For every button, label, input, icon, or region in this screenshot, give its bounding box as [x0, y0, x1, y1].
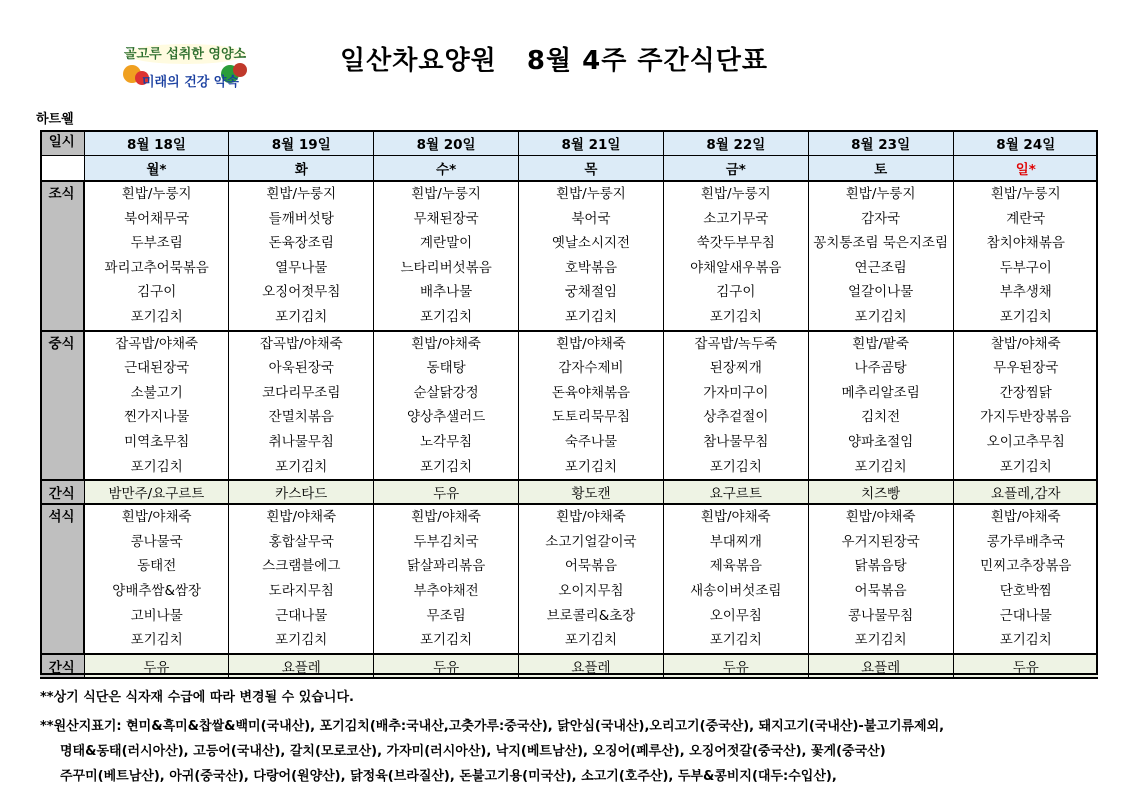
- menu-cell: [663, 181, 808, 331]
- meal-label: 석식: [40, 504, 84, 654]
- menu-cell: [663, 504, 808, 654]
- menu-item: 민찌고추장볶음: [980, 558, 1072, 575]
- weekday-cell: 목: [519, 156, 664, 182]
- menu-item: 흰밥/야채죽: [845, 509, 916, 526]
- menu-item: 근대나물: [999, 607, 1052, 624]
- menu-item: 콩나물무침: [848, 607, 914, 624]
- menu-item: 흰밥/누룽지: [700, 186, 771, 202]
- menu-item: 포기김치: [999, 632, 1052, 649]
- menu-item: 두부조림: [130, 235, 183, 252]
- nursing-home-logo: [112, 22, 260, 94]
- menu-item: 간장찜닭: [999, 384, 1052, 401]
- menu-item: 포기김치: [564, 458, 618, 475]
- menu-item: 근대나물: [275, 607, 328, 624]
- meal-label: 간식: [40, 654, 84, 678]
- menu-cell: [663, 331, 808, 481]
- menu-item: 메추리알조림: [841, 384, 920, 401]
- menu-item: 부추생채: [999, 284, 1052, 301]
- menu-item: 도라지무침: [268, 582, 334, 599]
- menu-item: 흰밥/누룽지: [121, 186, 192, 202]
- menu-item: 꽈리고추어묵볶음: [104, 259, 209, 276]
- menu-item: 계란말이: [420, 235, 473, 252]
- snack-cell: 두유: [374, 480, 519, 504]
- menu-item: 감자수제비: [558, 360, 624, 377]
- weekday-row: [40, 156, 1098, 182]
- menu-item: 꽁치통조림 묵은지조림: [813, 235, 948, 252]
- menu-item: 흰밥/누룽지: [411, 186, 481, 202]
- menu-cell: [953, 504, 1098, 654]
- menu-item: 소고기얼갈이국: [545, 533, 637, 550]
- menu-item: 포기김치: [275, 632, 328, 649]
- menu-item: 동태전: [137, 558, 177, 575]
- menu-item: 포기김치: [564, 308, 618, 325]
- menu-item: 돈육장조림: [268, 235, 334, 252]
- menu-item: 흰밥/야채죽: [990, 509, 1061, 526]
- menu-item: 포기김치: [854, 458, 907, 475]
- menu-item: 어묵볶음: [854, 582, 907, 599]
- weekday-cell: 화: [229, 156, 374, 182]
- date-cell: 8월 19일: [229, 130, 374, 156]
- date-header-row: [40, 130, 1098, 156]
- date-cell: 8월 18일: [84, 130, 229, 156]
- menu-cell: [519, 504, 664, 654]
- menu-item: 고비나물: [130, 607, 183, 624]
- menu-item: 오이지무침: [558, 582, 624, 599]
- menu-item: 흰밥/야채죽: [556, 509, 626, 526]
- menu-item: 양파초절임: [848, 433, 914, 450]
- weekly-menu-table: [40, 130, 1098, 679]
- menu-item: 숙주나물: [564, 433, 618, 450]
- menu-item: 포기김치: [130, 308, 183, 325]
- menu-item: 흰밥/야채죽: [266, 509, 337, 526]
- menu-item: 흰밥/야채죽: [556, 335, 626, 352]
- menu-item: 취나물무침: [268, 433, 334, 450]
- menu-item: 김치전: [861, 409, 901, 426]
- snack-cell: 치즈빵: [808, 480, 953, 504]
- menu-item: 오이무침: [709, 607, 762, 624]
- menu-item: 포기김치: [709, 308, 762, 325]
- origin-line: 명태&동태(러시아산), 고등어(국내산), 갈치(모로코산), 가자미(러시아산), 낙지(베트남산), 오징어(페루산), 오징어젓갈(중국산), 꽃게(중국산): [60, 744, 886, 759]
- change-notice: **상기 식단은 식자재 수급에 따라 변경될 수 있습니다.: [40, 690, 354, 705]
- logo-line2: 미래의 건강 약속: [142, 75, 239, 90]
- menu-item: 단호박찜: [999, 582, 1052, 599]
- menu-cell: [84, 331, 229, 481]
- menu-item: 흰밥/누룽지: [990, 186, 1061, 202]
- menu-item: 돈육야채볶음: [551, 384, 631, 401]
- menu-item: 소고기무국: [703, 210, 769, 227]
- menu-item: 김구이: [716, 284, 756, 301]
- menu-item: 찐가지나물: [124, 409, 190, 426]
- meal-label: 중식: [40, 331, 84, 481]
- weekday-cell: 수*: [374, 156, 519, 182]
- menu-item: 얼갈이나물: [848, 284, 914, 301]
- menu-item: 부대찌개: [709, 533, 762, 550]
- menu-item: 나주곰탕: [854, 360, 907, 377]
- menu-item: 두부구이: [999, 259, 1052, 276]
- menu-cell: [374, 504, 519, 654]
- snack-cell: 요구르트: [663, 480, 808, 504]
- menu-item: 포기김치: [709, 458, 762, 475]
- menu-item: 감자국: [861, 210, 901, 227]
- snack-cell: 두유: [374, 654, 519, 678]
- dinner-row: [40, 504, 1098, 654]
- logo-line1: 골고루 섭취한 영양소: [124, 47, 247, 62]
- menu-item: 양배추쌈&쌈장: [112, 582, 202, 599]
- menu-item: 된장찌개: [709, 360, 762, 377]
- snack-cell: 밤만주/요구르트: [84, 480, 229, 504]
- breakfast-row: [40, 181, 1098, 331]
- origin-labeling: [40, 714, 944, 789]
- snack2-row: [40, 654, 1098, 678]
- menu-cell: [953, 181, 1098, 331]
- page-title: 일산차요양원 8월 4주 주간식단표: [340, 46, 768, 76]
- weekday-cell: 토: [808, 156, 953, 182]
- menu-item: 잡곡밥/야채죽: [259, 335, 343, 352]
- menu-item: 콩나물국: [130, 533, 183, 550]
- menu-item: 스크램블에그: [262, 558, 341, 575]
- menu-item: 찰밥/야채죽: [990, 335, 1061, 352]
- menu-item: 쑥갓두부무침: [696, 235, 775, 252]
- menu-item: 흰밥/팥죽: [852, 335, 909, 352]
- menu-item: 포기김치: [420, 458, 473, 475]
- menu-item: 포기김치: [854, 632, 907, 649]
- menu-item: 가자미구이: [703, 384, 769, 401]
- menu-cell: [808, 504, 953, 654]
- date-cell: 8월 23일: [808, 130, 953, 156]
- menu-item: 느타리버섯볶음: [400, 259, 492, 276]
- menu-item: 궁채절임: [564, 284, 618, 301]
- snack-cell: 요플레: [229, 654, 374, 678]
- menu-item: 야채알새우볶음: [690, 259, 782, 276]
- menu-item: 어묵볶음: [564, 558, 618, 575]
- menu-item: 홍합살무국: [268, 533, 334, 550]
- menu-cell: [519, 331, 664, 481]
- menu-cell: [374, 331, 519, 481]
- menu-item: 잡곡밥/녹두죽: [694, 335, 778, 352]
- menu-item: 상추겉절이: [703, 409, 769, 426]
- snack-cell: 요플레: [808, 654, 953, 678]
- menu-item: 오이고추무침: [986, 433, 1065, 450]
- menu-cell: [84, 504, 229, 654]
- menu-item: 열무나물: [275, 259, 328, 276]
- menu-item: 흰밥/야채죽: [411, 509, 481, 526]
- snack-cell: 두유: [953, 654, 1098, 678]
- menu-item: 호박볶음: [564, 259, 618, 276]
- date-cell: 8월 24일: [953, 130, 1098, 156]
- menu-item: 닭볶음탕: [854, 558, 907, 575]
- menu-item: 부추야채전: [413, 582, 479, 599]
- weekday-cell-sunday: 일*: [953, 156, 1098, 182]
- menu-item: 배추나물: [420, 284, 473, 301]
- menu-item: 콩가루배추국: [986, 533, 1065, 550]
- menu-item: 포기김치: [130, 632, 183, 649]
- weekday-cell: 금*: [663, 156, 808, 182]
- menu-item: 포기김치: [709, 632, 762, 649]
- menu-item: 브로콜리&초장: [546, 607, 636, 624]
- menu-item: 아욱된장국: [268, 360, 334, 377]
- menu-item: 흰밥/누룽지: [556, 186, 626, 202]
- menu-item: 포기김치: [275, 308, 328, 325]
- menu-cell: [808, 181, 953, 331]
- menu-item: 양상추샐러드: [406, 409, 486, 426]
- date-cell: 8월 21일: [519, 130, 664, 156]
- menu-item: 제육볶음: [709, 558, 762, 575]
- menu-item: 김구이: [137, 284, 177, 301]
- menu-item: 잔멸치볶음: [268, 409, 334, 426]
- menu-item: 흰밥/누룽지: [266, 186, 337, 202]
- menu-item: 가지두반장볶음: [980, 409, 1072, 426]
- corner-label: 일시: [40, 130, 84, 156]
- menu-item: 흰밥/야채죽: [700, 509, 771, 526]
- menu-cell: [229, 504, 374, 654]
- menu-cell: [229, 331, 374, 481]
- menu-cell: [84, 181, 229, 331]
- menu-item: 포기김치: [564, 632, 618, 649]
- weekday-cell: 월*: [84, 156, 229, 182]
- menu-item: 북어채무국: [124, 210, 190, 227]
- menu-item: 옛날소시지전: [551, 235, 631, 252]
- menu-item: 참나물무침: [703, 433, 769, 450]
- menu-item: 북어국: [571, 210, 611, 227]
- menu-item: 오징어젓무침: [262, 284, 341, 301]
- lunch-row: [40, 331, 1098, 481]
- menu-item: 미역초무침: [124, 433, 190, 450]
- facility-sub-label: 하트웰: [36, 112, 74, 127]
- snack-cell: 두유: [663, 654, 808, 678]
- snack-cell: 요플레,감자: [953, 480, 1098, 504]
- menu-cell: [953, 331, 1098, 481]
- menu-item: 흰밥/야채죽: [121, 509, 192, 526]
- menu-item: 무조림: [426, 607, 466, 624]
- menu-item: 포기김치: [420, 308, 473, 325]
- snack-cell: 카스타드: [229, 480, 374, 504]
- menu-item: 흰밥/누룽지: [845, 186, 916, 202]
- menu-item: 포기김치: [130, 458, 183, 475]
- menu-cell: [808, 331, 953, 481]
- menu-item: 닭살꽈리볶음: [406, 558, 486, 575]
- snack-cell: 요플레: [519, 654, 664, 678]
- date-cell: 8월 22일: [663, 130, 808, 156]
- meal-label: 조식: [40, 181, 84, 331]
- menu-item: 계란국: [1006, 210, 1046, 227]
- menu-item: 도토리묵무침: [551, 409, 631, 426]
- meal-label: 간식: [40, 480, 84, 504]
- menu-item: 순살닭강정: [413, 384, 479, 401]
- menu-item: 포기김치: [420, 632, 473, 649]
- menu-item: 동태탕: [426, 360, 466, 377]
- menu-item: 노각무침: [420, 433, 473, 450]
- menu-item: 무채된장국: [413, 210, 479, 227]
- menu-item: 코다리무조림: [262, 384, 341, 401]
- menu-item: 근대된장국: [124, 360, 190, 377]
- snack-cell: 황도캔: [519, 480, 664, 504]
- menu-item: 소불고기: [130, 384, 183, 401]
- menu-item: 포기김치: [275, 458, 328, 475]
- menu-cell: [519, 181, 664, 331]
- menu-item: 들깨버섯탕: [268, 210, 334, 227]
- date-cell: 8월 20일: [374, 130, 519, 156]
- menu-cell: [374, 181, 519, 331]
- origin-line: **원산지표기: 현미&흑미&찹쌀&백미(국내산), 포기김치(배추:국내산,고춧가루:중국산), 닭안심(국내산),오리고기(중국산), 돼지고기(국내산)-불고기류제외,: [40, 719, 945, 734]
- menu-cell: [229, 181, 374, 331]
- menu-item: 연근조림: [854, 259, 907, 276]
- menu-item: 잡곡밥/야채죽: [115, 335, 199, 352]
- menu-item: 우거지된장국: [841, 533, 920, 550]
- blank-cell: [40, 156, 84, 182]
- origin-line: 주꾸미(베트남산), 아귀(중국산), 다랑어(원양산), 닭정육(브라질산), 돈불고기용(미국산), 소고기(호주산), 두부&콩비지(대두:수입산),: [60, 769, 837, 784]
- menu-item: 새송이버섯조림: [690, 582, 782, 599]
- menu-item: 포기김치: [999, 308, 1052, 325]
- snack1-row: [40, 480, 1098, 504]
- menu-item: 포기김치: [854, 308, 907, 325]
- menu-item: 포기김치: [999, 458, 1052, 475]
- menu-item: 두부김치국: [413, 533, 479, 550]
- snack-cell: 두유: [84, 654, 229, 678]
- menu-item: 무우된장국: [993, 360, 1059, 377]
- menu-item: 참치야채볶음: [986, 235, 1065, 252]
- menu-item: 흰밥/야채죽: [411, 335, 481, 352]
